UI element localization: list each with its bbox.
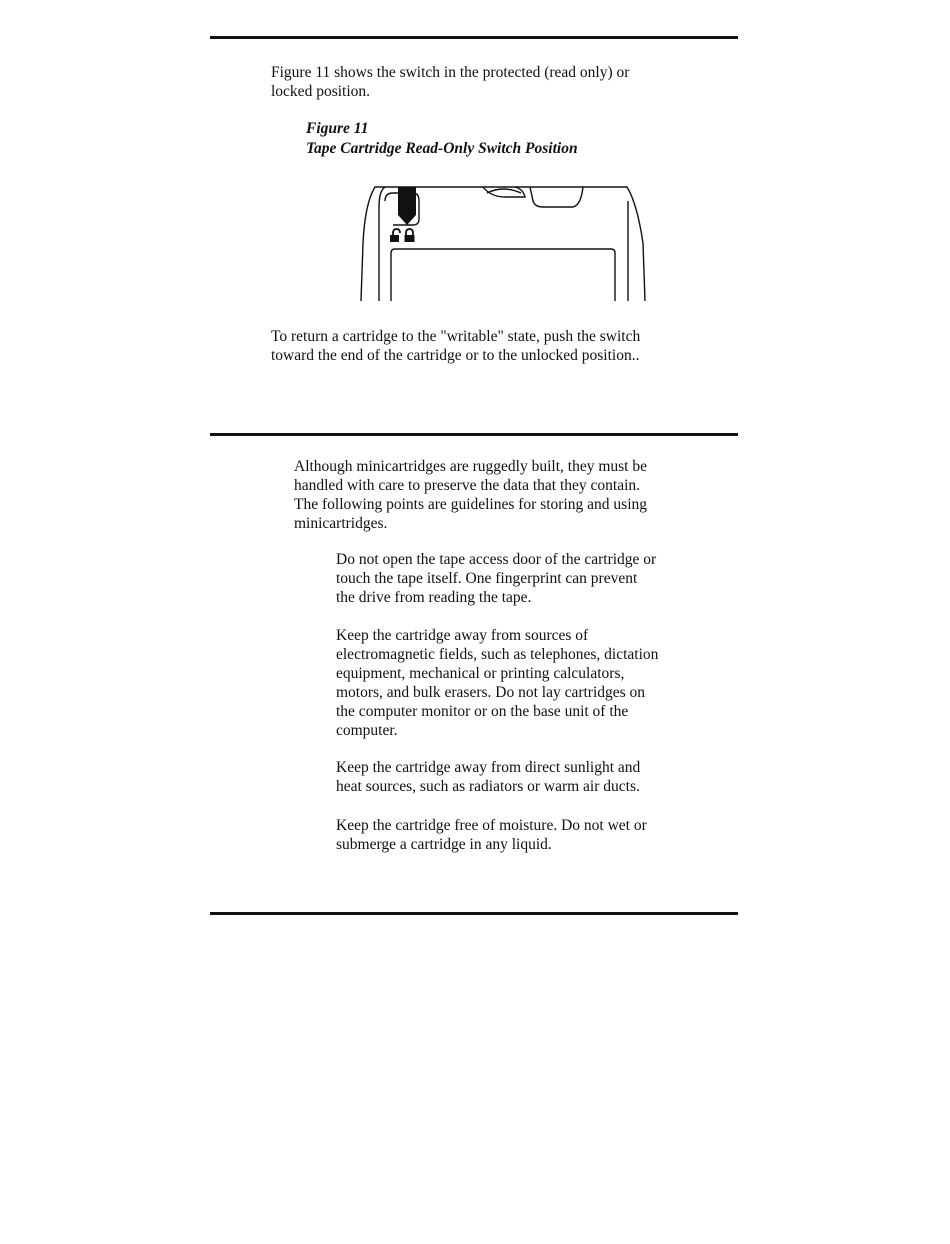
- guideline-item: Keep the cartridge away from direct sunlight and heat sources, such as radiators or warm air ducts.: [336, 759, 641, 795]
- intro-paragraph: Figure 11 shows the switch in the protected (read only) or locked position.: [271, 64, 630, 100]
- locked-padlock-icon: [405, 229, 415, 242]
- guideline-item: Do not open the tape access door of the cartridge or touch the tape itself. One fingerprint can prevent the drive from reading the tape.: [336, 551, 657, 606]
- unlocked-padlock-icon: [390, 229, 400, 242]
- figure-number: Figure 11: [306, 120, 369, 137]
- read-only-switch: [398, 187, 416, 225]
- figure-caption: Tape Cartridge Read-Only Switch Position: [306, 140, 578, 157]
- guideline-item: Keep the cartridge free of moisture. Do not wet or submerge a cartridge in any liquid.: [336, 817, 647, 853]
- guideline-item: Keep the cartridge away from sources of electromagnetic fields, such as telephones, dictation equipment, mechanical or printing calculators, motors, and bulk erasers. Do not lay cartridges on the computer monitor or on the base unit of the computer.: [336, 627, 659, 739]
- return-paragraph: To return a cartridge to the "writable" state, push the switch toward the end of the cartridge or to the unlocked position..: [271, 328, 641, 364]
- top-notch-right: [530, 187, 583, 207]
- top-divider: [210, 36, 738, 39]
- care-intro-paragraph: Although minicartridges are ruggedly built, they must be handled with care to preserve the data that they contain. The following points are guidelines for storing and using minicartridges.: [294, 458, 647, 532]
- tape-cartridge-illustration: [355, 183, 655, 303]
- section-divider: [210, 433, 738, 436]
- tape-window: [391, 249, 615, 301]
- top-notch-curve: [487, 189, 521, 193]
- cartridge-inner-left: [379, 187, 385, 301]
- bottom-divider: [210, 912, 738, 915]
